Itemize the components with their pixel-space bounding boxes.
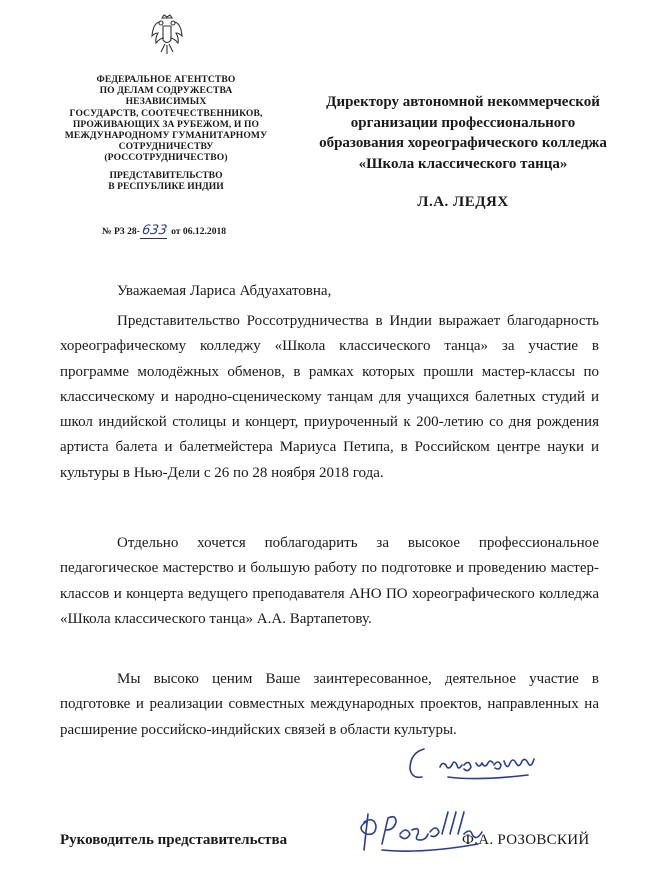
- reg-handwritten-number: 633: [140, 223, 168, 238]
- handwritten-closing: [402, 743, 552, 785]
- registration-number: [102, 224, 302, 239]
- paragraph-1: Представительство Россотрудничества в Индии выражает благодарность хореографическому колледжу «Школа классического танца» за участие в программе молодёжных обменов, в рамках которых прошли мастер-классы по классическому и народно-сценическому танцам для учащихся балетных студий и школ индийской столицы и концерт, приуроченный к 200-летию со дня рождения артиста балета и балетмейстера Мариуса Петипа, в Российском центре науки и культуры в Нью-Дели с 26 по 28 ноября 2018 года.: [60, 313, 599, 481]
- agency-name: ФЕДЕРАЛЬНОЕ АГЕНТСТВО ПО ДЕЛАМ СОДРУЖЕСТВА НЕЗАВИСИМЫХ ГОСУДАРСТВ, СООТЕЧЕСТВЕННИКОВ, ПРОЖИВАЮЩИХ ЗА РУБЕЖОМ, И ПО МЕЖДУНАРОДНОМУ ГУМАНИТАРНОМУ СОТРУДНИЧЕСТВУ (РОССОТРУДНИЧЕСТВО): [64, 74, 268, 164]
- reg-from: от: [168, 226, 183, 237]
- reg-prefix: № Р3 28-: [102, 226, 140, 237]
- salutation: Уважаемая Лариса Абдуахатовна,: [117, 283, 332, 299]
- paragraph-3: Мы высоко ценим Ваше заинтересованное, деятельное участие в подготовке и реализации совместных международных проектов, направленных на расширение российско-индийских связей в области культуры.: [60, 671, 599, 738]
- paragraph-2: Отдельно хочется поблагодарить за высокое профессиональное педагогическое мастерство и большую работу по подготовке и проведению мастер-классов и концерта ведущего преподавателя АНО ПО хореографического колледжа «Школа классического танца» А.А. Вартапетову.: [60, 535, 599, 627]
- signatory-name: Ф.А. РОЗОВСКИЙ: [462, 832, 590, 848]
- addressee-block: Директору автономной некоммерческой организации профессионального образования хореографического колледжа «Школа классического танца»: [319, 94, 607, 172]
- office-name: ПРЕДСТАВИТЕЛЬСТВО В РЕСПУБЛИКЕ ИНДИИ: [108, 170, 224, 193]
- addressee-name: Л.А. ЛЕДЯХ: [417, 194, 509, 210]
- reg-date: 06.12.2018: [182, 226, 227, 237]
- signatory-title: Руководитель представительства: [60, 832, 288, 848]
- coat-of-arms-icon: [150, 14, 184, 58]
